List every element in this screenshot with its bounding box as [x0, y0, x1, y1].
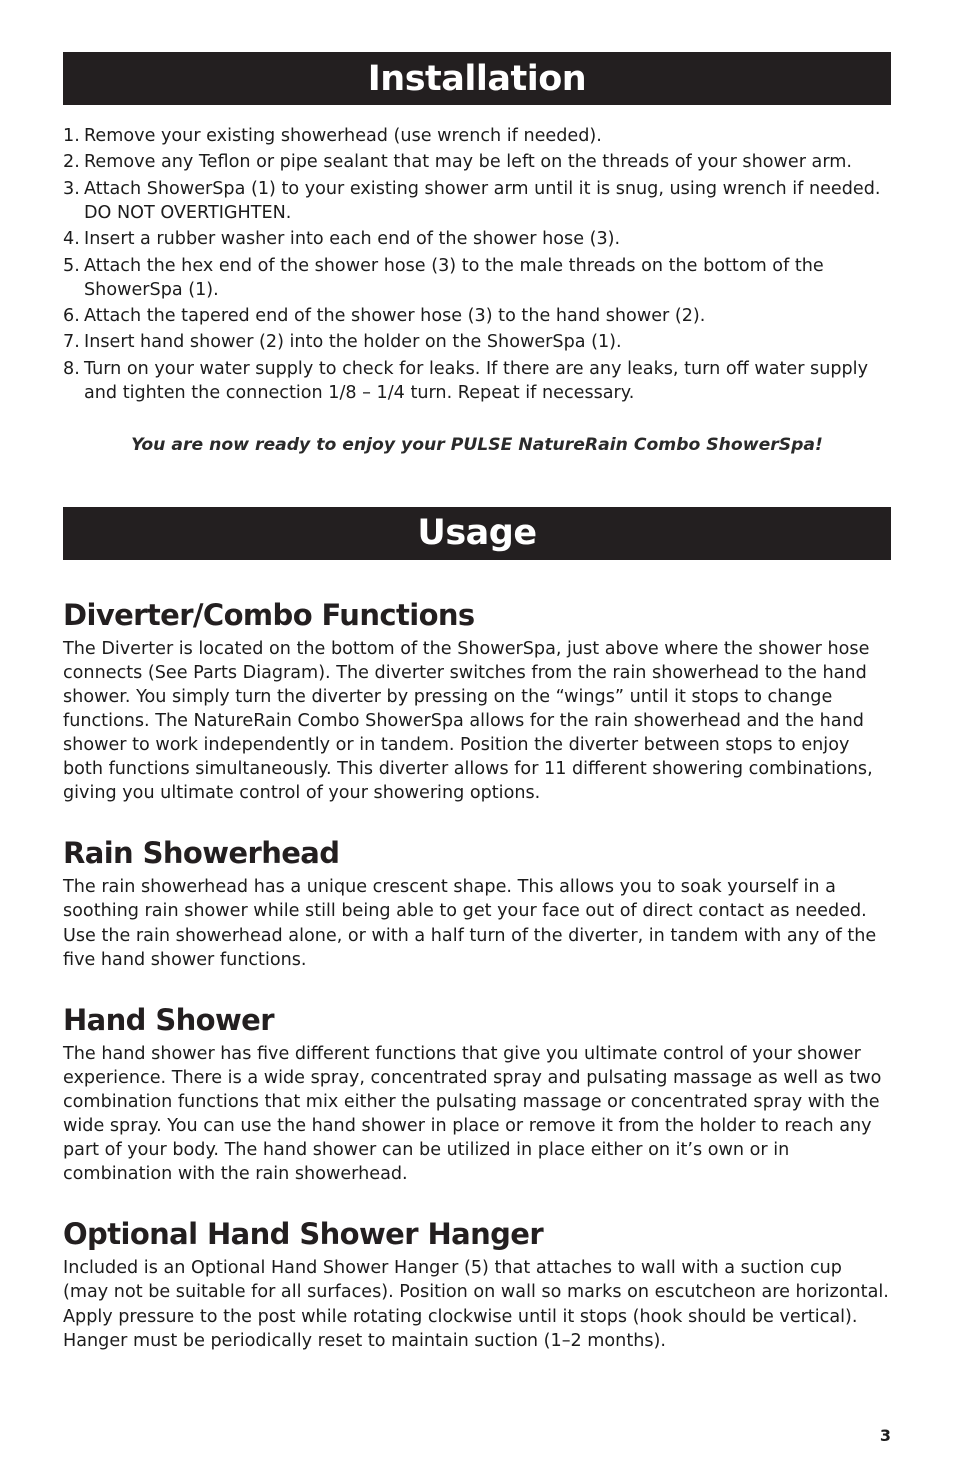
list-item	[63, 254, 891, 302]
list-item	[63, 357, 891, 405]
step-number: 7.	[63, 332, 80, 353]
step-text: Attach the tapered end of the shower hose (3) to the hand shower (2).	[84, 305, 706, 326]
section-body: The rain showerhead has a unique crescent shape. This allows you to soak yourself in a soothing rain shower while still being able to get your face out of direct contact as needed. Use the rain showerhead alone, or with a half turn of the diverter, in tandem with any of the five hand shower functions.	[63, 877, 877, 970]
step-number: 6.	[63, 305, 80, 326]
step-number: 2.	[63, 152, 80, 173]
installation-banner	[63, 52, 891, 105]
section-body: Included is an Optional Hand Shower Hanger (5) that attaches to wall with a suction cup (may not be suitable for all surfaces). Position on wall so marks on escutcheon are horizontal. Apply pressure to the post while rotating clockwise until it stops (hook should be vertical). Hanger must be periodically reset to maintain suction (1–2 months).	[63, 1258, 889, 1351]
step-number: 5.	[63, 255, 80, 276]
list-item	[63, 304, 891, 328]
section-rain-showerhead	[63, 836, 891, 971]
list-item	[63, 150, 891, 174]
section-body: The hand shower has five different functions that give you ultimate control of your shower experience. There is a wide spray, concentrated spray and pulsating massage as well as two combination functions that mix either the pulsating massage or concentrated spray with the wide spray. You can use the hand shower in place or remove it from the holder to reach any part of your body. The hand shower can be utilized in place either on it’s own or in combination with the rain showerhead.	[63, 1043, 882, 1185]
page-content	[63, 52, 891, 1353]
section-body: The Diverter is located on the bottom of the ShowerSpa, just above where the shower hose connects (See Parts Diagram). The diverter switches from the rain showerhead to the hand shower. You simply turn the diverter by pressing on the “wings” until it stops to change functions. The NatureRain Combo ShowerSpa allows for the rain showerhead and the hand shower to work independently or in tandem. Position the diverter between stops to enjoy both functions simultaneously. This diverter allows for 11 different showering combinations, giving you ultimate control of your showering options.	[63, 638, 873, 804]
step-number: 3.	[63, 178, 80, 199]
section-diverter	[63, 598, 891, 806]
step-number: 1.	[63, 126, 80, 146]
installation-steps	[63, 124, 891, 405]
step-number: 8.	[63, 358, 80, 379]
section-heading: Diverter/Combo Functions	[63, 597, 475, 632]
usage-title: Usage	[417, 513, 537, 554]
step-number: 4.	[63, 229, 80, 250]
section-heading: Hand Shower	[63, 1002, 274, 1037]
installation-title: Installation	[367, 58, 587, 99]
section-heading: Optional Hand Shower Hanger	[63, 1217, 544, 1252]
closing-note: You are now ready to enjoy your PULSE NatureRain Combo ShowerSpa!	[131, 434, 823, 455]
list-item	[63, 177, 891, 225]
section-hanger	[63, 1217, 891, 1352]
step-text: Remove your existing showerhead (use wrench if needed).	[84, 126, 602, 146]
list-item	[63, 227, 891, 251]
step-text: Turn on your water supply to check for leaks. If there are any leaks, turn off water supply and tighten the connection 1/8 – 1/4 turn. Repeat if necessary.	[84, 358, 868, 403]
step-text: Attach the hex end of the shower hose (3) to the male threads on the bottom of the ShowerSpa (1).	[84, 255, 824, 300]
list-item	[63, 124, 891, 148]
section-hand-shower	[63, 1003, 891, 1187]
page-number: 3	[879, 1426, 891, 1445]
step-text: Remove any Teflon or pipe sealant that may be left on the threads of your shower arm.	[84, 152, 852, 173]
step-text: Insert hand shower (2) into the holder on the ShowerSpa (1).	[84, 332, 622, 353]
usage-banner	[63, 507, 891, 560]
list-item	[63, 330, 891, 354]
step-text: Insert a rubber washer into each end of the shower hose (3).	[84, 229, 621, 250]
section-heading: Rain Showerhead	[63, 836, 340, 871]
step-text: Attach ShowerSpa (1) to your existing shower arm until it is snug, using wrench if needed. DO NOT OVERTIGHTEN.	[84, 178, 881, 223]
